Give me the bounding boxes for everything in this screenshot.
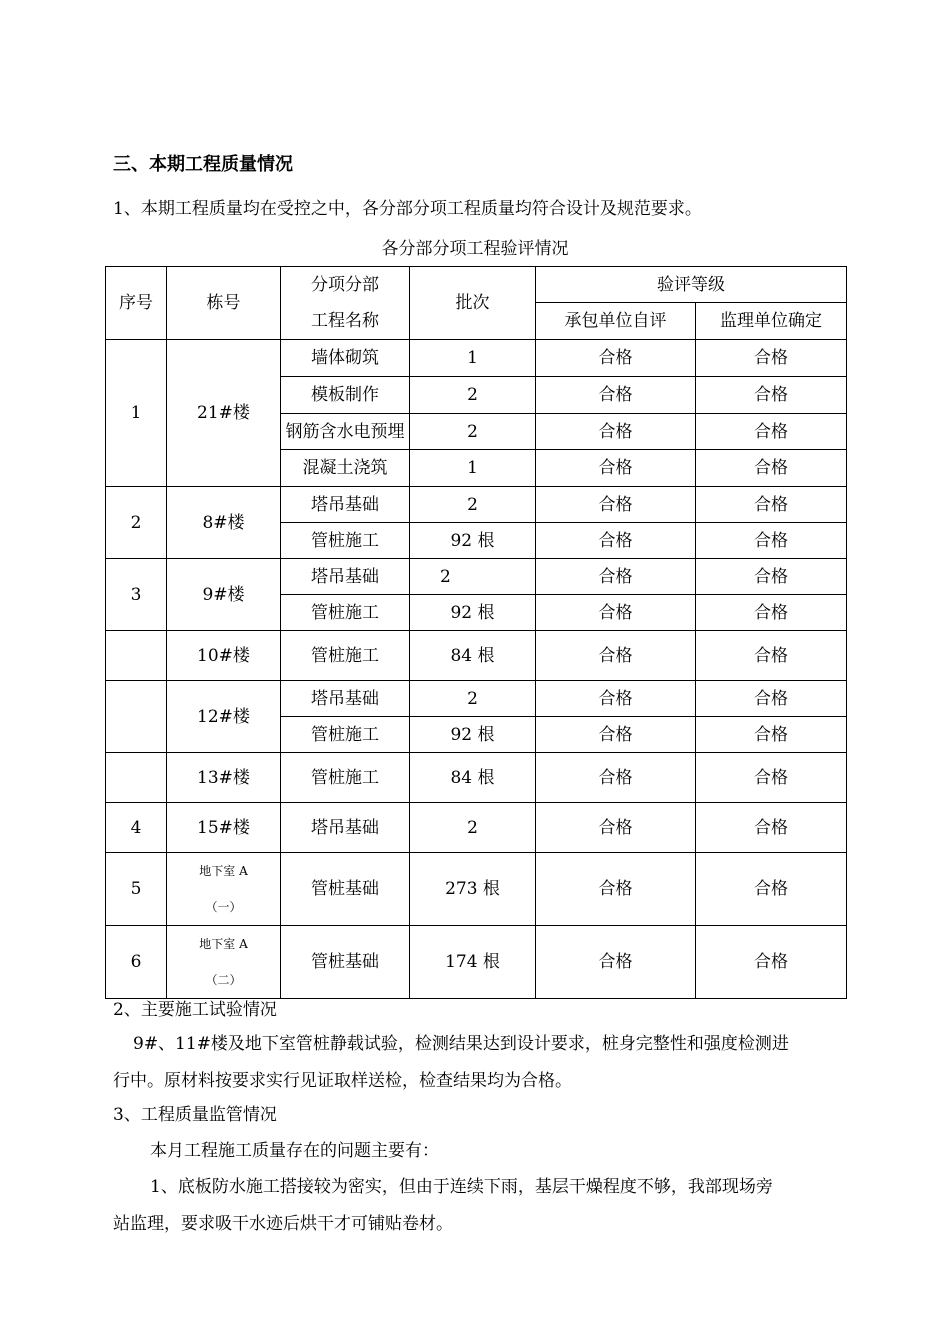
- cell-item: 钢筋含水电预埋: [281, 414, 410, 450]
- section3-intro: 本月工程施工质量存在的问题主要有：: [150, 1141, 439, 1161]
- cell-batch: 92 根: [410, 523, 536, 559]
- cell-building: 15#楼: [167, 803, 281, 853]
- header-item-line1: 分项分部: [311, 275, 379, 295]
- header-grade: 验评等级: [536, 267, 847, 303]
- cell-batch: 2: [410, 681, 536, 717]
- table-caption: 各分部分项工程验评情况: [381, 239, 569, 259]
- intro-paragraph: 1、本期工程质量均在受控之中，各分部分项工程质量均符合设计及规范要求。: [113, 199, 702, 219]
- header-supervisor: 监理单位确定: [696, 303, 847, 340]
- cell-self-eval: 合格: [536, 853, 696, 926]
- cell-batch: 2: [410, 559, 536, 595]
- evaluation-table: [105, 266, 847, 999]
- cell-building-line2: （一）: [205, 900, 242, 914]
- header-self-eval: 承包单位自评: [536, 303, 696, 340]
- cell-batch: 2: [410, 377, 536, 414]
- cell-batch: 92 根: [410, 717, 536, 753]
- cell-batch: 92 根: [410, 595, 536, 631]
- cell-batch: 273 根: [410, 853, 536, 926]
- table-row: [106, 853, 847, 926]
- cell-building: [167, 853, 281, 926]
- cell-item: 墙体砌筑: [281, 340, 410, 377]
- cell-batch: 84 根: [410, 631, 536, 681]
- cell-item: 管桩施工: [281, 631, 410, 681]
- table-row: [106, 559, 847, 595]
- cell-self-eval: 合格: [536, 523, 696, 559]
- cell-self-eval: 合格: [536, 414, 696, 450]
- cell-building-line1: 地下室 A: [199, 864, 248, 878]
- cell-batch: 1: [410, 450, 536, 487]
- cell-supervisor: 合格: [696, 753, 847, 803]
- cell-building: [167, 926, 281, 999]
- cell-self-eval: 合格: [536, 631, 696, 681]
- cell-item: 管桩施工: [281, 595, 410, 631]
- header-building: 栋号: [167, 267, 281, 340]
- cell-building: 8#楼: [167, 487, 281, 559]
- cell-supervisor: 合格: [696, 631, 847, 681]
- cell-self-eval: 合格: [536, 559, 696, 595]
- cell-batch: 2: [410, 487, 536, 523]
- table-row: [106, 803, 847, 853]
- section2-line1: 9#、11#楼及地下室管桩静载试验，检测结果达到设计要求，桩身完整性和强度检测进: [133, 1034, 789, 1054]
- cell-batch: 2: [410, 414, 536, 450]
- section2-title: 2、主要施工试验情况: [113, 1000, 277, 1020]
- section3-item1-line2: 站监理，要求吸干水迹后烘干才可铺贴卷材。: [113, 1214, 453, 1234]
- cell-self-eval: 合格: [536, 340, 696, 377]
- cell-batch: 1: [410, 340, 536, 377]
- section3-title: 3、工程质量监管情况: [113, 1105, 277, 1125]
- cell-item: 管桩施工: [281, 717, 410, 753]
- section3-item1-line1: 1、底板防水施工搭接较为密实，但由于连续下雨，基层干燥程度不够，我部现场旁: [150, 1177, 773, 1197]
- cell-item: 塔吊基础: [281, 803, 410, 853]
- cell-supervisor: 合格: [696, 450, 847, 487]
- cell-supervisor: 合格: [696, 595, 847, 631]
- cell-supervisor: 合格: [696, 853, 847, 926]
- cell-supervisor: 合格: [696, 487, 847, 523]
- cell-self-eval: 合格: [536, 681, 696, 717]
- cell-item: 管桩施工: [281, 523, 410, 559]
- cell-seq: 5: [106, 853, 167, 926]
- table-header-row: [106, 267, 847, 303]
- cell-item: 模板制作: [281, 377, 410, 414]
- cell-supervisor: 合格: [696, 559, 847, 595]
- cell-building: 10#楼: [167, 631, 281, 681]
- cell-seq: [106, 681, 167, 753]
- cell-building: 21#楼: [167, 340, 281, 487]
- header-item-line2: 工程名称: [311, 311, 379, 331]
- table-row: [106, 487, 847, 523]
- cell-self-eval: 合格: [536, 753, 696, 803]
- table-row: [106, 926, 847, 999]
- cell-building: 13#楼: [167, 753, 281, 803]
- cell-seq: 3: [106, 559, 167, 631]
- cell-supervisor: 合格: [696, 926, 847, 999]
- cell-item: 塔吊基础: [281, 559, 410, 595]
- cell-seq: [106, 753, 167, 803]
- cell-self-eval: 合格: [536, 926, 696, 999]
- header-item: [281, 267, 410, 340]
- cell-item: 塔吊基础: [281, 487, 410, 523]
- cell-supervisor: 合格: [696, 681, 847, 717]
- section-title: 三、本期工程质量情况: [113, 154, 293, 175]
- cell-self-eval: 合格: [536, 450, 696, 487]
- section2-line2: 行中。原材料按要求实行见证取样送检，检查结果均为合格。: [113, 1071, 572, 1091]
- cell-seq: 4: [106, 803, 167, 853]
- cell-building: 9#楼: [167, 559, 281, 631]
- cell-supervisor: 合格: [696, 340, 847, 377]
- cell-item: 管桩施工: [281, 753, 410, 803]
- cell-batch: 2: [410, 803, 536, 853]
- header-batch: 批次: [410, 267, 536, 340]
- cell-batch: 84 根: [410, 753, 536, 803]
- cell-building: 12#楼: [167, 681, 281, 753]
- table-row: [106, 753, 847, 803]
- cell-item: 混凝土浇筑: [281, 450, 410, 487]
- cell-self-eval: 合格: [536, 803, 696, 853]
- cell-seq: 1: [106, 340, 167, 487]
- cell-seq: 6: [106, 926, 167, 999]
- cell-supervisor: 合格: [696, 803, 847, 853]
- cell-item: 管桩基础: [281, 926, 410, 999]
- cell-supervisor: 合格: [696, 414, 847, 450]
- cell-supervisor: 合格: [696, 377, 847, 414]
- table-row: [106, 681, 847, 717]
- header-seq: 序号: [106, 267, 167, 340]
- cell-self-eval: 合格: [536, 595, 696, 631]
- cell-self-eval: 合格: [536, 717, 696, 753]
- cell-self-eval: 合格: [536, 487, 696, 523]
- cell-batch: 174 根: [410, 926, 536, 999]
- cell-item: 管桩基础: [281, 853, 410, 926]
- cell-building-line2: （二）: [205, 973, 242, 987]
- cell-seq: 2: [106, 487, 167, 559]
- cell-seq: [106, 631, 167, 681]
- cell-building-line1: 地下室 A: [199, 937, 248, 951]
- table-row: [106, 631, 847, 681]
- cell-supervisor: 合格: [696, 523, 847, 559]
- cell-supervisor: 合格: [696, 717, 847, 753]
- cell-item: 塔吊基础: [281, 681, 410, 717]
- cell-self-eval: 合格: [536, 377, 696, 414]
- table-row: [106, 340, 847, 377]
